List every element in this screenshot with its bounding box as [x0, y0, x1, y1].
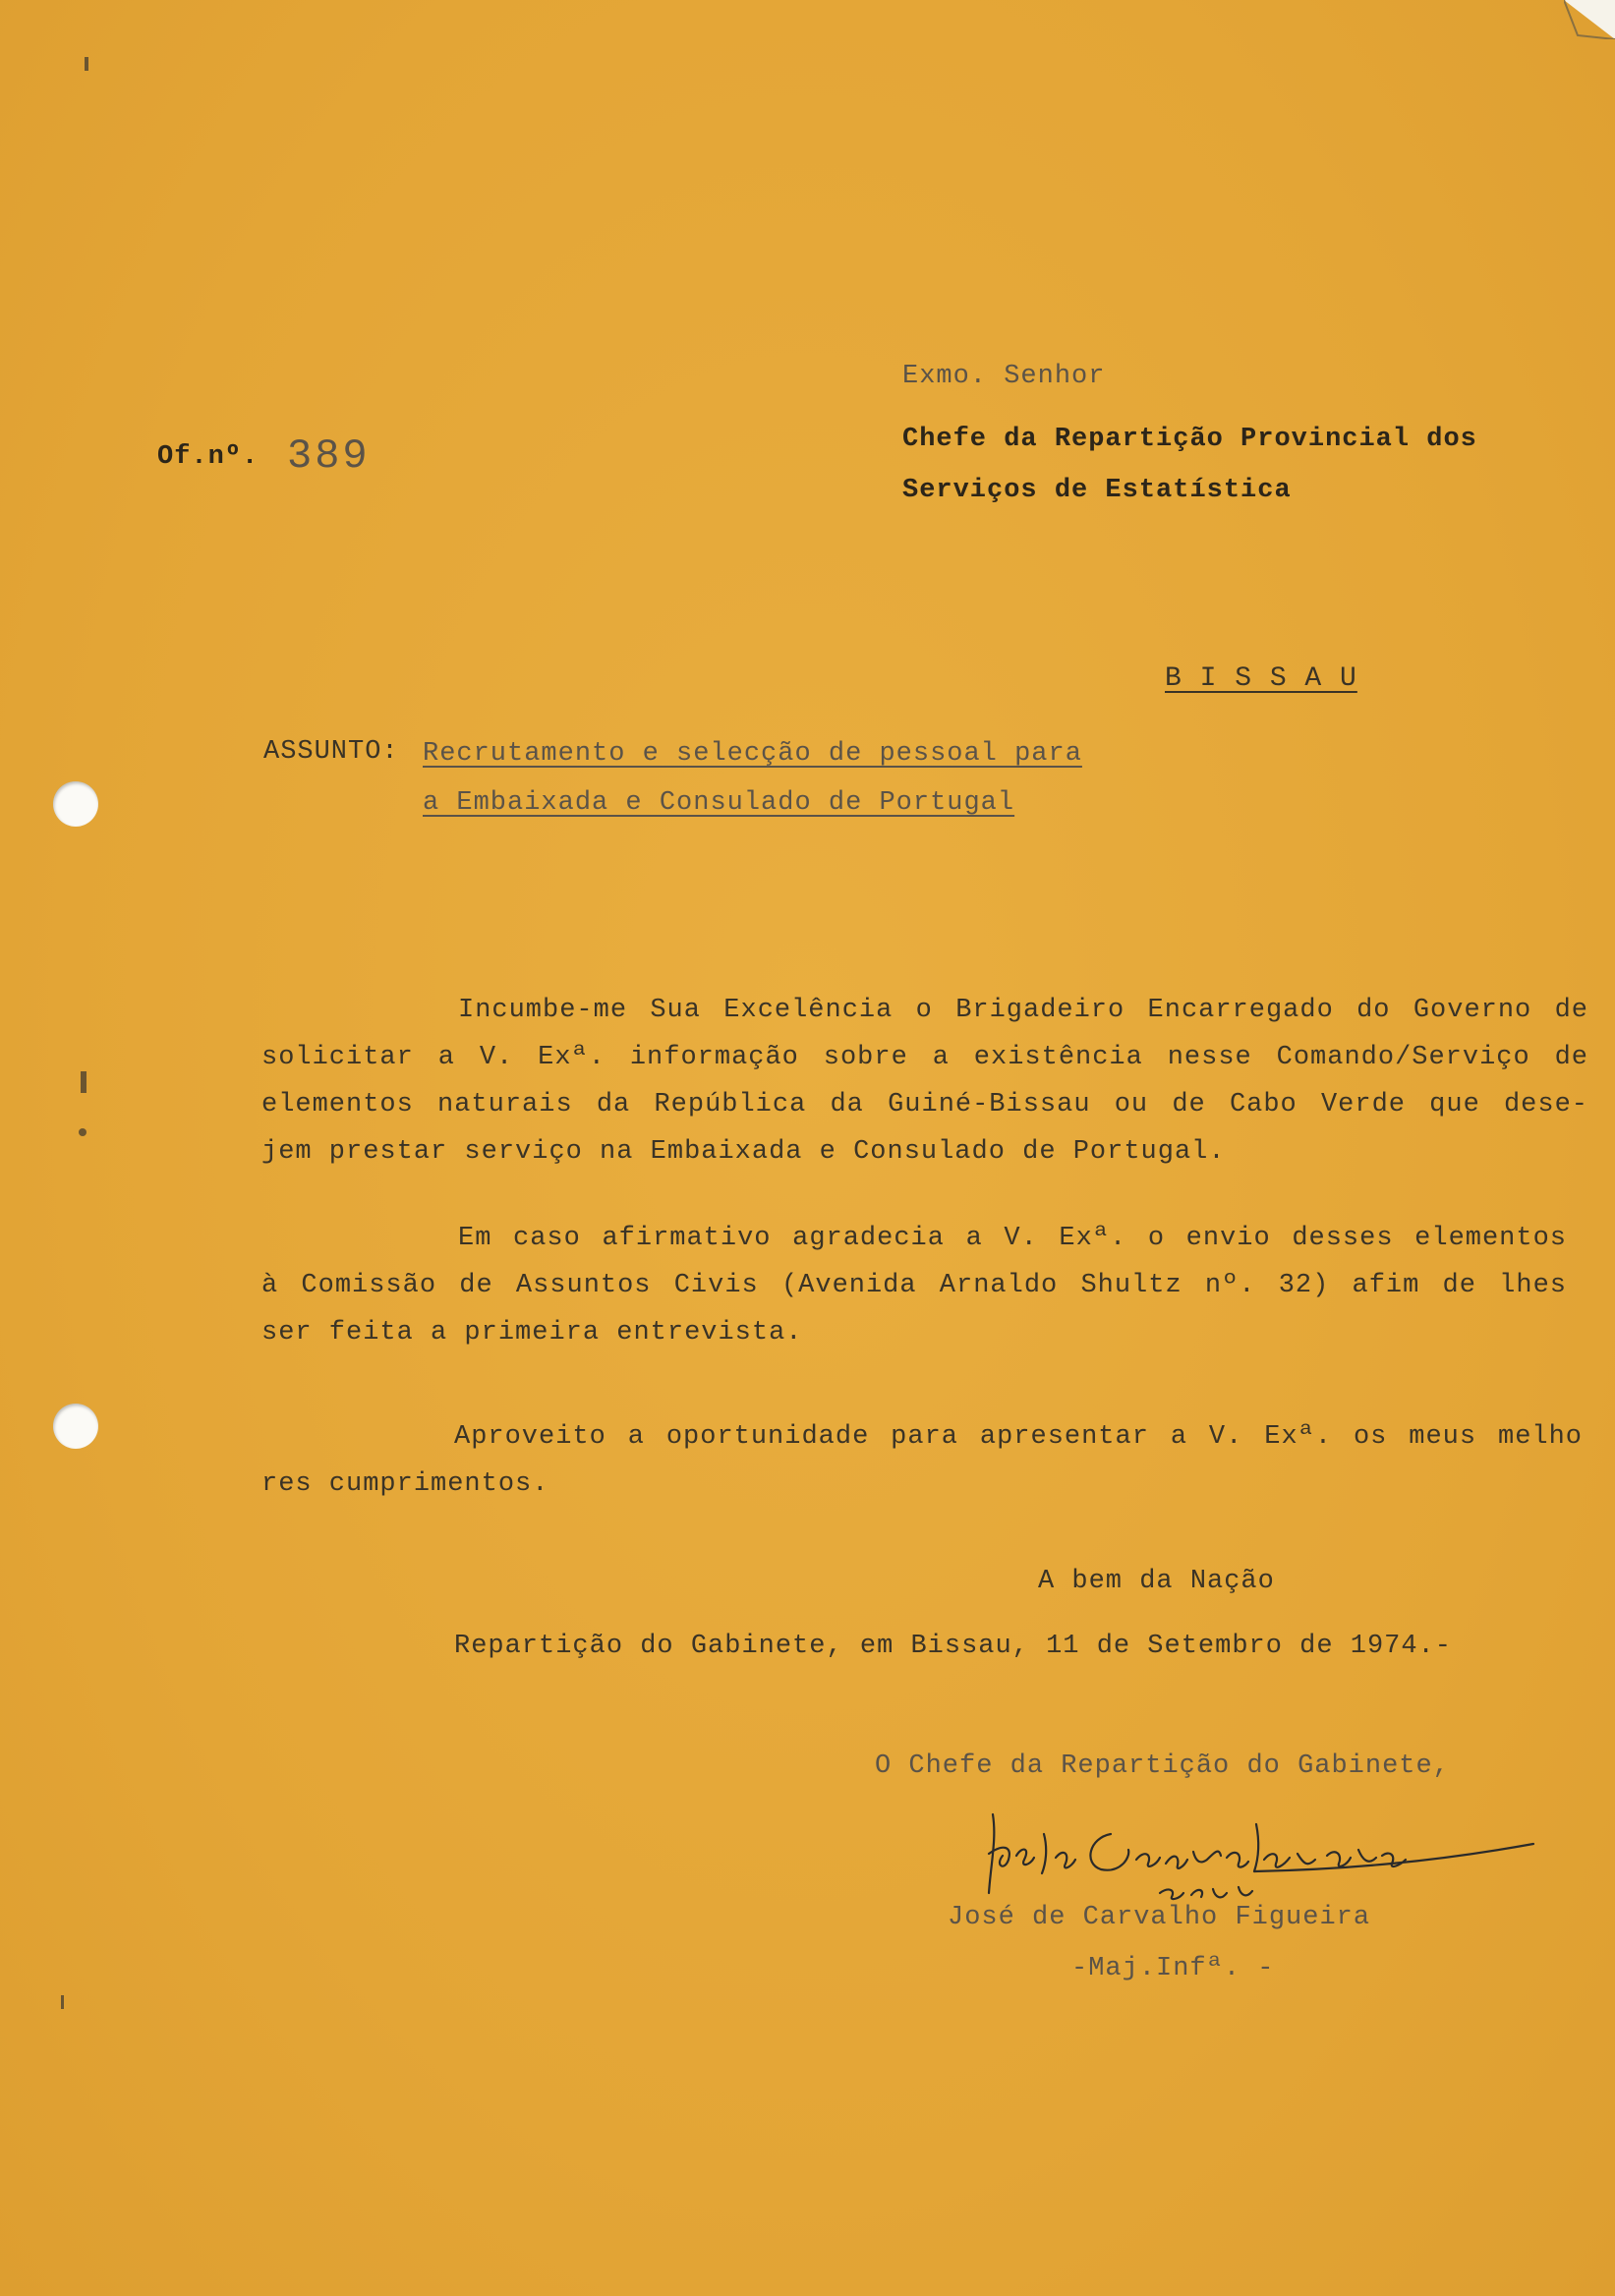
reference-number: 389 [287, 432, 371, 480]
paragraph-line: Em caso afirmativo agradecia a V. Exª. o envio desses elementos [458, 1224, 1567, 1253]
paragraph-line: Aproveito a oportunidade para apresentar a V. Exª. os meus melho [454, 1422, 1583, 1452]
paragraph-line: jem prestar serviço na Embaixada e Consulado de Portugal. [261, 1137, 1226, 1167]
punch-hole-bottom [53, 1404, 98, 1449]
margin-mark [61, 1995, 64, 2009]
subject-line-1: Recrutamento e selecção de pessoal para [423, 739, 1082, 769]
paragraph-line: res cumprimentos. [261, 1469, 549, 1499]
closing-motto: A bem da Nação [1038, 1567, 1275, 1596]
signatory-rank: -Maj.Infª. - [1071, 1954, 1275, 1983]
subject-label: ASSUNTO: [263, 737, 399, 767]
paragraph-2 [261, 1215, 1567, 1356]
addressee-line-1: Chefe da Repartição Provincial dos [902, 425, 1477, 454]
reference-label: Of.nº. [157, 442, 260, 472]
margin-mark [81, 1071, 87, 1093]
signatory-role: O Chefe da Repartição do Gabinete, [875, 1751, 1450, 1781]
addressee-line-2: Serviços de Estatística [902, 476, 1292, 505]
margin-mark [85, 57, 88, 71]
salutation: Exmo. Senhor [902, 362, 1106, 391]
paragraph-line: à Comissão de Assuntos Civis (Avenida Arnaldo Shultz nº. 32) afim de lhes [261, 1271, 1567, 1300]
paragraph-line: Incumbe-me Sua Excelência o Brigadeiro Encarregado do Governo de [458, 996, 1588, 1025]
punch-hole-top [53, 781, 98, 827]
paragraph-1 [261, 987, 1588, 1176]
paragraph-line: solicitar a V. Exª. informação sobre a existência nesse Comando/Serviço de [261, 1043, 1588, 1072]
subject-line-2: a Embaixada e Consulado de Portugal [423, 788, 1015, 818]
paragraph-3 [261, 1413, 1583, 1508]
signatory-name: José de Carvalho Figueira [948, 1903, 1371, 1932]
folded-corner [1564, 0, 1615, 39]
place-and-date: Repartição do Gabinete, em Bissau, 11 de Setembro de 1974.- [454, 1632, 1452, 1661]
city: B I S S A U [1165, 663, 1357, 694]
paragraph-line: ser feita a primeira entrevista. [261, 1318, 803, 1348]
paragraph-line: elementos naturais da República da Guiné-Bissau ou de Cabo Verde que dese- [261, 1090, 1588, 1119]
margin-mark [79, 1128, 87, 1136]
